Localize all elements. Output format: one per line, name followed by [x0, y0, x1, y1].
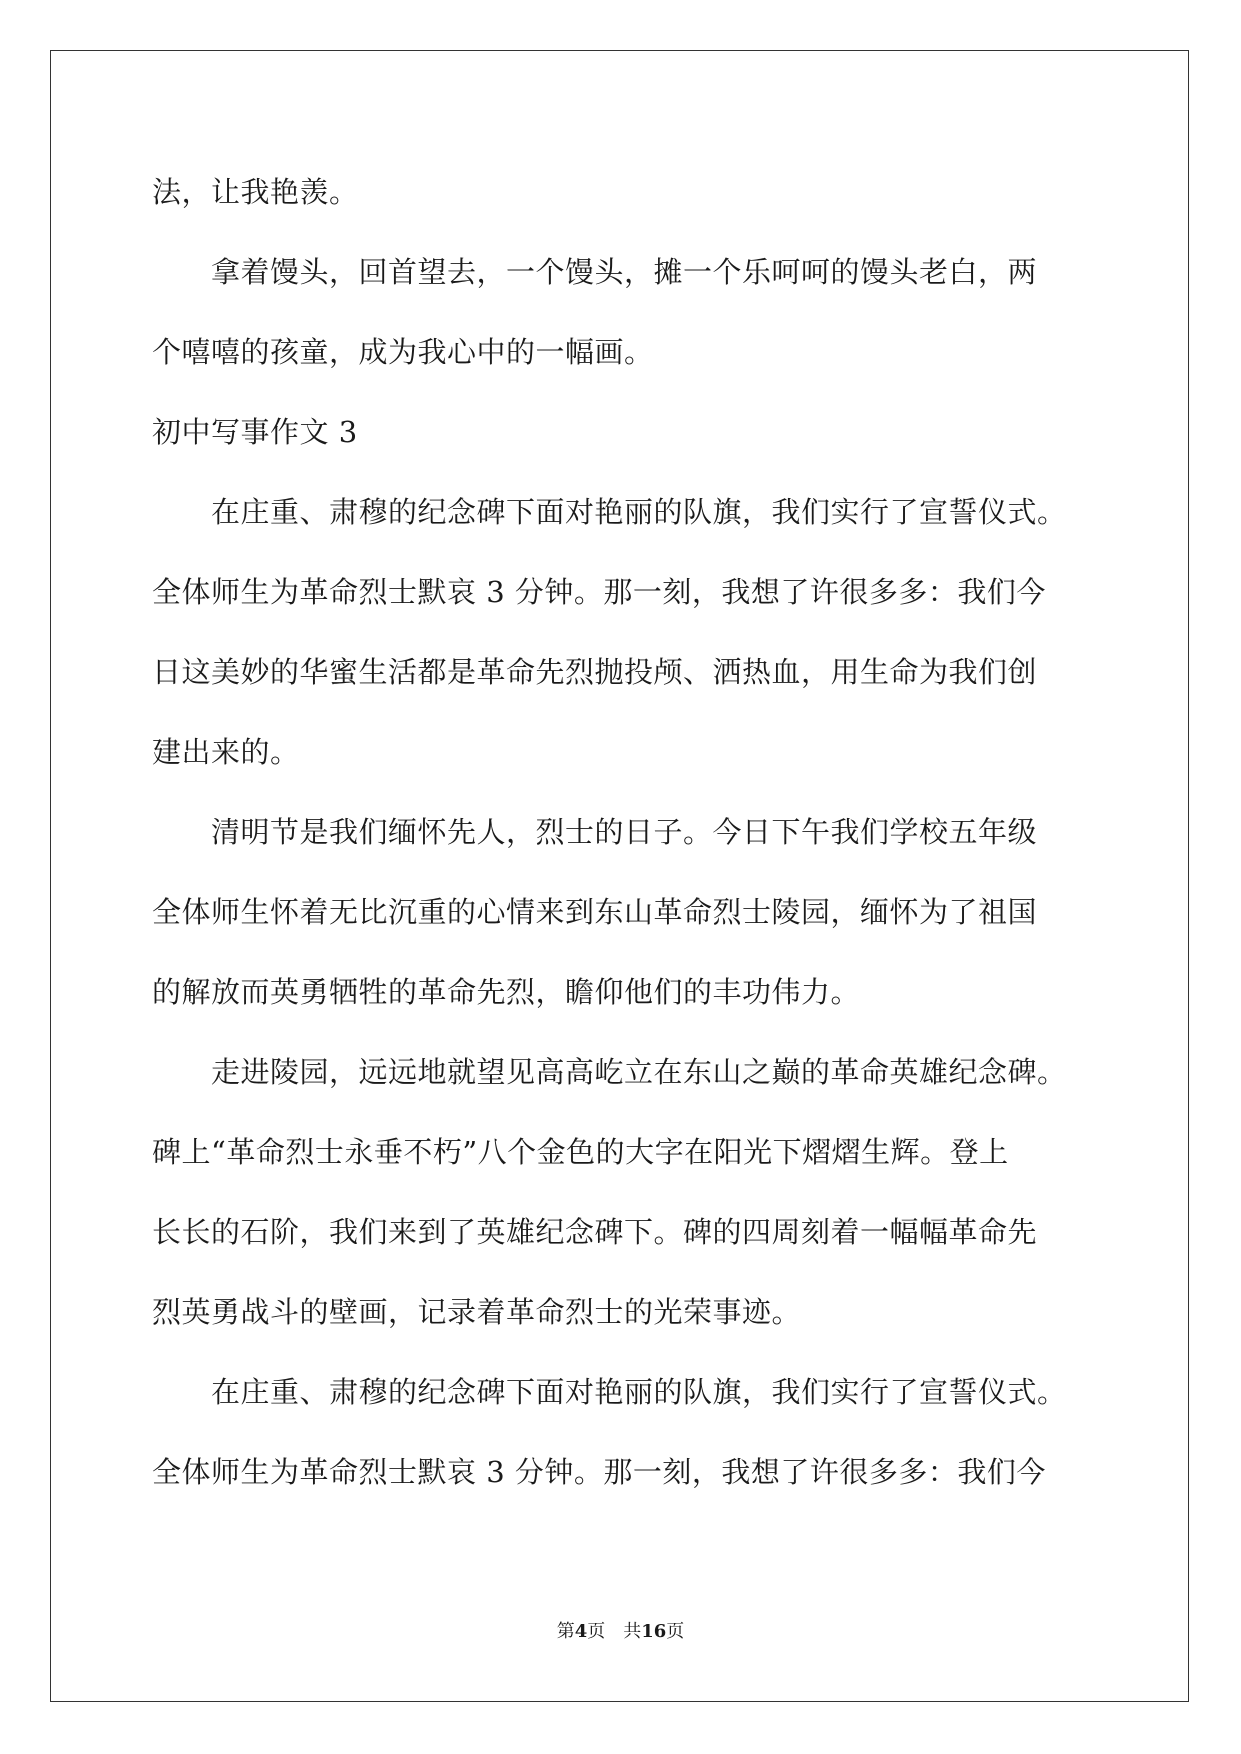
footer-prefix: 第 [556, 1621, 575, 1642]
text-line: 全体师生为革命烈士默哀 3 分钟。那一刻，我想了许很多多：我们今 [152, 1455, 1046, 1489]
footer-total-prefix: 共 [623, 1621, 642, 1642]
text-line: 拿着馒头，回首望去，一个馒头，摊一个乐呵呵的馒头老白，两 [152, 255, 1038, 289]
text-line: 个嘻嘻的孩童，成为我心中的一幅画。 [152, 335, 654, 369]
text-line: 碑上“革命烈士永垂不朽”八个金色的大字在阳光下熠熠生辉。登上 [152, 1135, 1009, 1169]
text-line: 日这美妙的华蜜生活都是革命先烈抛投颅、洒热血，用生命为我们创 [152, 655, 1038, 689]
text-line: 建出来的。 [152, 735, 300, 769]
text-line: 烈英勇战斗的壁画，记录着革命烈士的光荣事迹。 [152, 1295, 802, 1329]
footer-page-suffix: 页 [587, 1621, 606, 1642]
current-page-number: 4 [574, 1621, 588, 1642]
text-line: 在庄重、肃穆的纪念碑下面对艳丽的队旗，我们实行了宣誓仪式。 [152, 1375, 1067, 1409]
text-line: 的解放而英勇牺牲的革命先烈，瞻仰他们的丰功伟力。 [152, 975, 861, 1009]
footer-total-suffix: 页 [666, 1621, 685, 1642]
text-line: 走进陵园，远远地就望见高高屹立在东山之巅的革命英雄纪念碑。 [152, 1055, 1067, 1089]
page-footer [0, 1620, 1241, 1644]
text-line: 清明节是我们缅怀先人，烈士的日子。今日下午我们学校五年级 [152, 815, 1038, 849]
text-line: 长长的石阶，我们来到了英雄纪念碑下。碑的四周刻着一幅幅革命先 [152, 1215, 1038, 1249]
total-page-count: 16 [641, 1621, 667, 1642]
text-line: 在庄重、肃穆的纪念碑下面对艳丽的队旗，我们实行了宣誓仪式。 [152, 495, 1067, 529]
section-heading: 初中写事作文 3 [152, 415, 358, 449]
text-line: 全体师生为革命烈士默哀 3 分钟。那一刻，我想了许很多多：我们今 [152, 575, 1046, 609]
text-line: 全体师生怀着无比沉重的心情来到东山革命烈士陵园，缅怀为了祖国 [152, 895, 1038, 929]
text-line: 法，让我艳羡。 [152, 175, 359, 209]
